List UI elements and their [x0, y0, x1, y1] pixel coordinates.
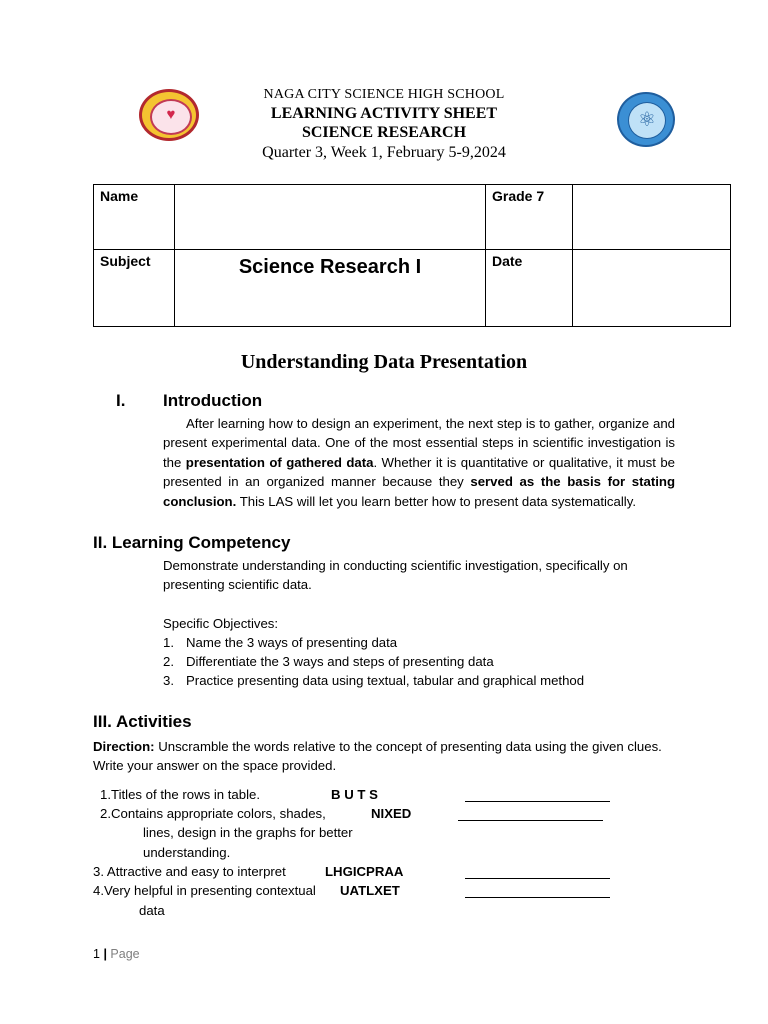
direction-label: Direction: — [93, 739, 155, 754]
school-name: NAGA CITY SCIENCE HIGH SCHOOL — [263, 87, 505, 102]
activities-heading: III. Activities — [93, 712, 192, 731]
grade-label: Grade 7 — [486, 185, 573, 250]
student-info-table — [93, 184, 731, 327]
direction-text: Unscramble the words relative to the concept of presenting data using the given clues. Write your answer on the space provided. — [93, 739, 662, 774]
answer-blank[interactable] — [465, 801, 610, 802]
scrambled-word: NIXED — [371, 806, 412, 821]
answer-blank[interactable] — [458, 820, 603, 821]
answer-blank[interactable] — [465, 878, 610, 879]
subject-label: Subject — [94, 250, 175, 327]
objective-text: Name the 3 ways of presenting data — [186, 635, 398, 650]
scrambled-word: B U T S — [331, 787, 378, 802]
activity-clue-continued: lines, design in the graphs for better — [143, 825, 353, 840]
intro-text-1: After learning how to design an experiment, the next step is to gather, organize and present experimental data. One of the most essential steps in scientific investigation is the — [163, 416, 675, 470]
objective-number: 1. — [163, 635, 174, 650]
date-field[interactable] — [573, 250, 731, 327]
intro-bold-2: served as the basis for stating conclusion. — [163, 474, 675, 509]
activities-direction — [93, 737, 675, 776]
objectives-label: Specific Objectives: — [163, 616, 279, 631]
introduction-heading: Introduction — [163, 391, 263, 410]
activity-clue: 2.Contains appropriate colors, shades, — [100, 806, 326, 821]
intro-bold-1: presentation of gathered data — [185, 454, 374, 470]
date-label: Date — [486, 250, 573, 327]
competency-heading: II. Learning Competency — [93, 533, 291, 552]
naga-city-science-high-school-seal-icon: ⚛ — [617, 92, 675, 147]
page-number: 1 — [93, 947, 100, 961]
objective-number: 2. — [163, 654, 174, 669]
objective-text: Practice presenting data using textual, tabular and graphical method — [186, 673, 585, 688]
quarter-line: Quarter 3, Week 1, February 5-9,2024 — [262, 144, 506, 161]
document-header — [0, 86, 768, 163]
subject-title: SCIENCE RESEARCH — [301, 124, 467, 141]
introduction-number: I. — [116, 391, 126, 410]
objective-text: Differentiate the 3 ways and steps of presenting data — [186, 654, 494, 669]
activity-clue: 4.Very helpful in presenting contextual — [93, 883, 316, 898]
scrambled-word: UATLXET — [340, 883, 400, 898]
intro-text-3: This LAS will let you learn better how to present data systematically. — [236, 493, 637, 509]
activity-clue: 3. Attractive and easy to interpret — [93, 864, 286, 879]
scrambled-word: LHGICPRAA — [325, 864, 404, 879]
footer-separator: | — [103, 947, 107, 961]
page-footer — [93, 947, 140, 961]
competency-text: Demonstrate understanding in conducting scientific investigation, specifically on presenting scientific data. — [163, 558, 628, 593]
name-label: Name — [94, 185, 175, 250]
sheet-title: LEARNING ACTIVITY SHEET — [270, 105, 498, 122]
objective-number: 3. — [163, 673, 174, 688]
activity-clue-continued: data — [139, 903, 165, 918]
page-label: Page — [110, 947, 140, 961]
intro-text-2: . Whether it is quantitative or qualitative, it must be presented in an organized manner because they — [163, 454, 675, 490]
activity-clue-continued: understanding. — [143, 845, 231, 860]
subject-value: Science Research I — [175, 250, 486, 327]
objective-item — [163, 671, 584, 690]
introduction-paragraph — [163, 414, 675, 511]
objective-item — [163, 633, 397, 652]
division-of-city-schools-seal-icon: ♥ — [139, 89, 199, 141]
answer-blank[interactable] — [465, 897, 610, 898]
name-field[interactable] — [175, 185, 486, 250]
page-title: Understanding Data Presentation — [240, 351, 528, 373]
activity-clue: 1.Titles of the rows in table. — [100, 787, 261, 802]
objective-item — [163, 652, 494, 671]
grade-field[interactable] — [573, 185, 731, 250]
